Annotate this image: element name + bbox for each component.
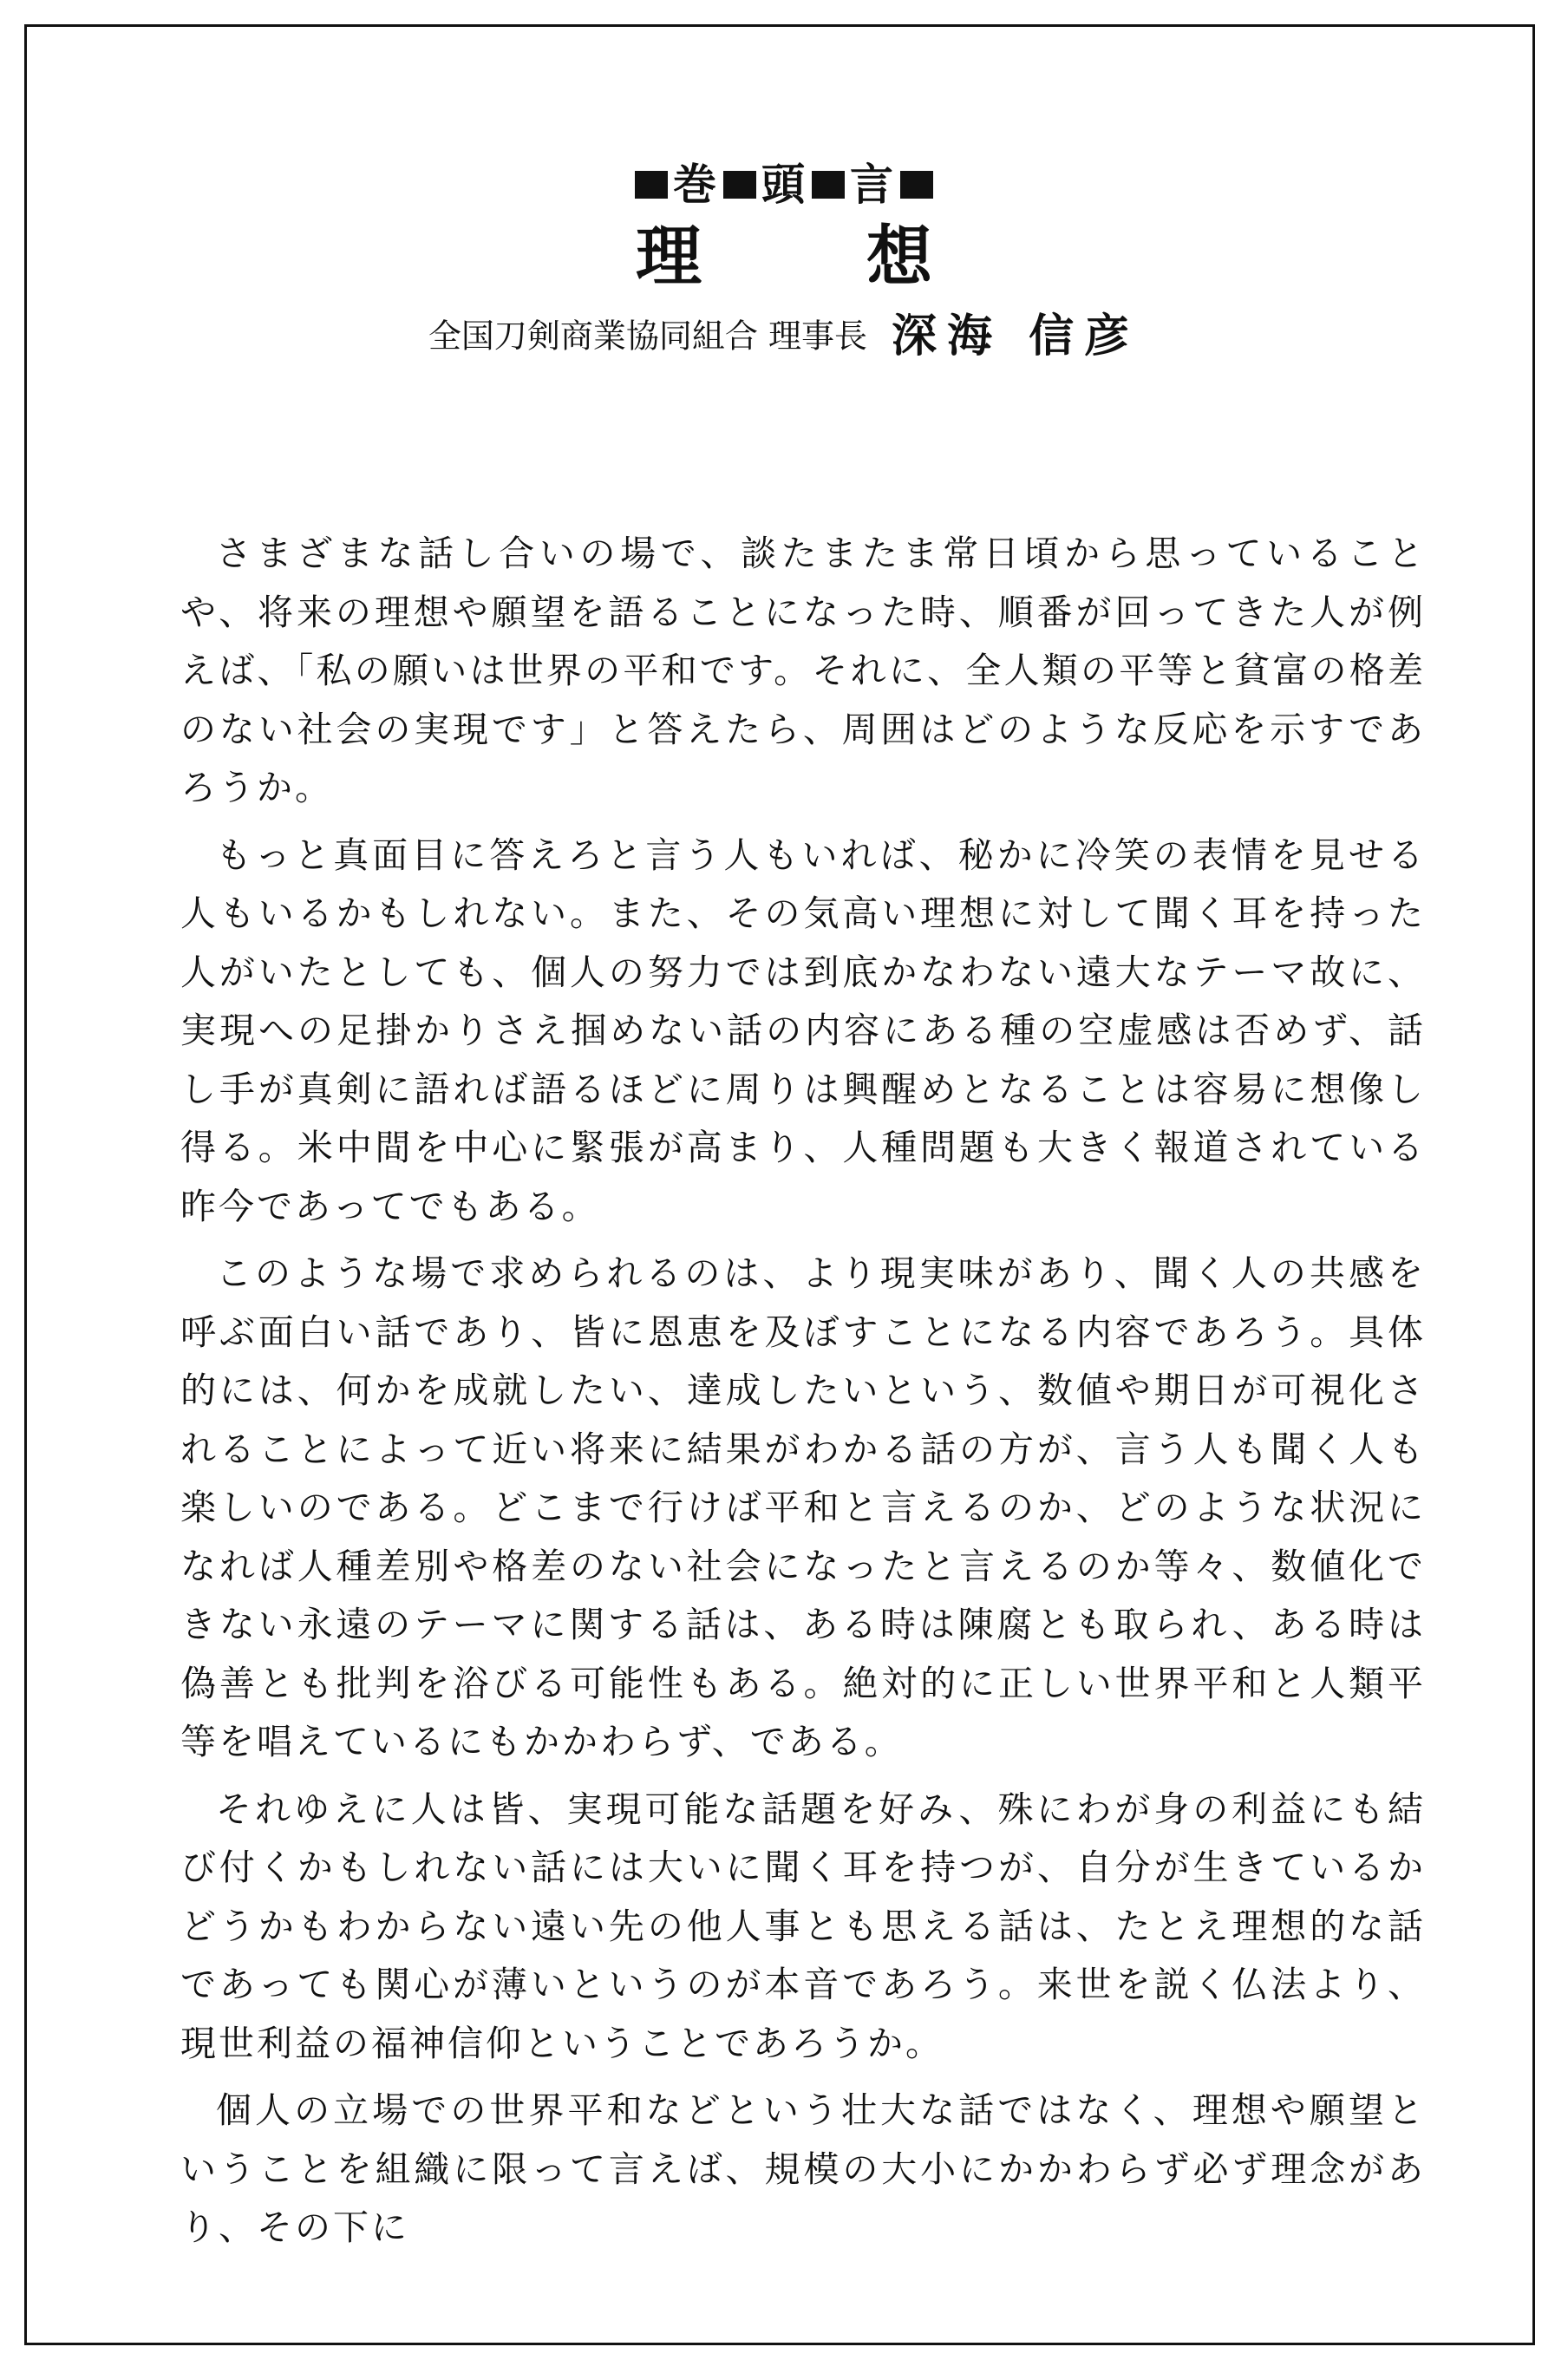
article-title <box>0 213 1568 300</box>
kicker-char: 巻 <box>673 160 718 210</box>
paragraph: それゆえに人は皆、実現可能な話題を好み、殊にわが身の利益にも結び付くかもしれない話には大いに聞く耳を持つが、自分が生きているかどうかもわからない遠い先の他人事とも思える話は、たとえ理想的な話であっても関心が薄いというのが本音であろう。来世を説く仏法より、現世利益の福神信仰ということであろうか。 <box>180 1788 1426 2064</box>
title-char: 想 <box>866 218 932 295</box>
kicker-char: 頭 <box>761 160 807 210</box>
article-body <box>180 525 1426 2266</box>
paragraph: このような場で求められるのは、より現実味があり、聞く人の共感を呼ぶ面白い話であり、皆に恩恵を及ぼすことになる内容であろう。具体的には、何かを成就したい、達成したいという、数値や期日が可視化されることによって近い将来に結果がわかる話の方が、言う人も聞く人も楽しいのである。どこまで行けば平和と言えるのか、どのような状況になれば人種差別や格差のない社会になったと言えるのか等々、数値化できない永遠のテーマに関する話は、ある時は陳腐とも取られ、ある時は偽善とも批判を浴びる可能性もある。絶対的に正しい世界平和と人類平等を唱えているにもかかわらず、である。 <box>180 1252 1426 1762</box>
paragraph: 個人の立場での世界平和などという壮大な話ではなく、理想や願望ということを組織に限って言えば、規模の大小にかかわらず必ず理念があり、その下に <box>180 2089 1426 2248</box>
square-mark-icon <box>812 171 845 199</box>
column-kicker <box>0 154 1568 215</box>
square-mark-icon <box>635 171 668 199</box>
kicker-char: 言 <box>850 160 895 210</box>
square-mark-icon <box>900 171 933 199</box>
byline <box>0 305 1568 367</box>
title-char: 理 <box>636 218 702 295</box>
paragraph: さまざまな話し合いの場で、談たまたま常日頃から思っていることや、将来の理想や願望を語ることになった時、順番が回ってきた人が例えば、「私の願いは世界の平和です。それに、全人類の平等と貧富の格差のない社会の実現です」と答えたら、周囲はどのような反応を示すであろうか。 <box>180 533 1426 808</box>
paragraph: もっと真面目に答えろと言う人もいれば、秘かに冷笑の表情を見せる人もいるかもしれない。また、その気高い理想に対して聞く耳を持った人がいたとしても、個人の努力では到底かなわない遠大なテーマ故に、実現への足掛かりさえ掴めない話の内容にある種の空虚感は否めず、話し手が真剣に語れば語るほどに周りは興醒めとなることは容易に想像し得る。米中間を中心に緊張が高まり、人種問題も大きく報道されている昨今であってでもある。 <box>180 833 1426 1227</box>
author-name: 深海 信彦 <box>891 309 1140 363</box>
square-mark-icon <box>723 171 756 199</box>
author-organization: 全国刀剣商業協同組合 理事長 <box>428 317 867 356</box>
